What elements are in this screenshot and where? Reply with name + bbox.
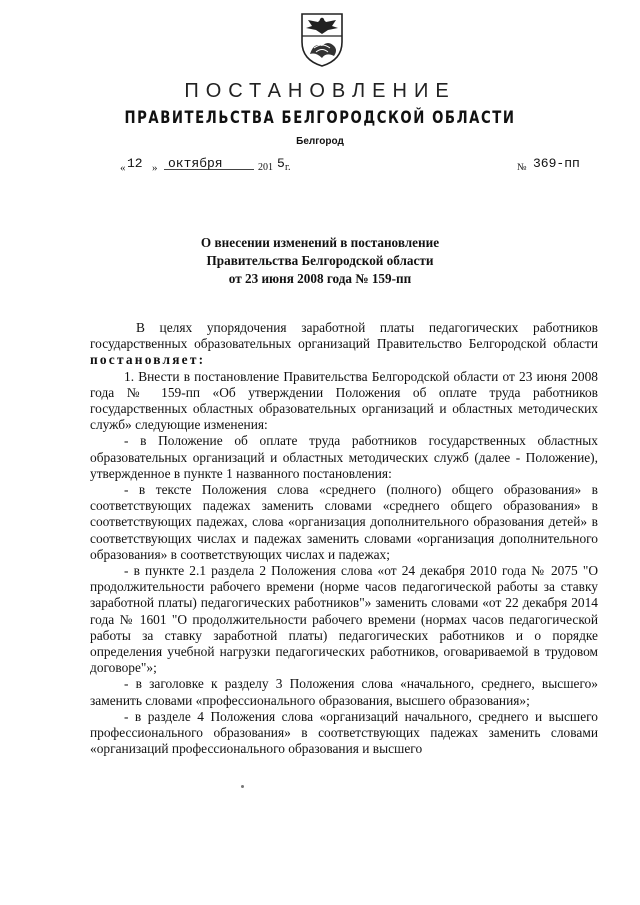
date-year-prefix: 201 — [258, 162, 273, 173]
date-open-quote: « — [120, 162, 126, 174]
issuing-city: Белгород — [296, 136, 344, 147]
title-line-3: от 23 июня 2008 года № 159-пп — [228, 271, 412, 286]
body-paragraph-3: - в тексте Положения слова «среднего (полного) общего образования» в соответствующих падежах заменить словами «среднего общего образования» в соответствующих падежах, слова «организация дополнительного образования детей» в соответствующих числах и падежах заменить словами «организация дополнительного образования» в соответствующих числах и падежах; — [90, 482, 598, 562]
body-paragraph-1: 1. Внести в постановление Правительства Белгородской области от 23 июня 2008 года № 159-пп «Об утверждении Положения об оплате труда работников государственных областных образовательных организаций и областных методических служб» следующие изменения: — [90, 368, 598, 433]
title-line-1: О внесении изменений в постановление — [200, 235, 440, 250]
date-year-mark: г. — [285, 162, 291, 173]
belgorod-coat-of-arms-icon — [298, 12, 346, 68]
document-number — [517, 156, 597, 176]
body-paragraph-intro — [90, 320, 598, 369]
date-day: 12 — [127, 156, 143, 171]
intro-text: В целях упорядочения заработной платы педагогических работников государственных образовательных организаций Правительство Белгородской области — [90, 320, 598, 352]
number-label: № — [517, 162, 527, 173]
body-paragraph-6: - в разделе 4 Положения слова «организаций начального, среднего и высшего профессионального образования» в соответствующих падежах заменить словами «организаций профессионального образования и высшего — [90, 708, 598, 757]
resolves-keyword: постановляет: — [90, 352, 206, 368]
issuing-authority-heading: ПРАВИТЕЛЬСТВА БЕЛГОРОДСКОЙ ОБЛАСТИ — [124, 108, 516, 128]
date-month: октября — [168, 156, 223, 171]
number-value: 369-пп — [533, 156, 580, 171]
date-year-suffix: 5 — [277, 156, 285, 171]
document-title — [0, 234, 640, 288]
body-paragraph-4: - в пункте 2.1 раздела 2 Положения слова «от 24 декабря 2010 года № 2075 "О продолжительности рабочего времени (норме часов педагогической работы за ставку заработной платы) педагогических работников"» заменить словами «от 22 декабря 2014 года № 1601 "О продолжительности рабочего времени (нормах часов педагогической работы за ставку заработной платы) педагогических работников и о порядке определения учебной нагрузки педагогических работников, оговариваемой в трудовом договоре"»; — [90, 563, 598, 676]
scan-speck — [241, 785, 244, 788]
body-paragraph-5: - в заголовке к разделу 3 Положения слова «начального, среднего, высшего» заменить словами «профессионального образования, высшего образования»; — [90, 676, 598, 708]
document-body — [90, 320, 598, 757]
body-paragraph-2: - в Положение об оплате труда работников государственных областных образовательных организаций и областных методических служб (далее - Положение), утвержденное в пункте 1 названного постановления: — [90, 433, 598, 481]
title-line-2: Правительства Белгородской области — [206, 253, 434, 268]
document-type-heading: ПОСТАНОВЛЕНИЕ — [184, 80, 456, 102]
date-close-quote: » — [152, 162, 158, 174]
document-date — [120, 156, 320, 176]
